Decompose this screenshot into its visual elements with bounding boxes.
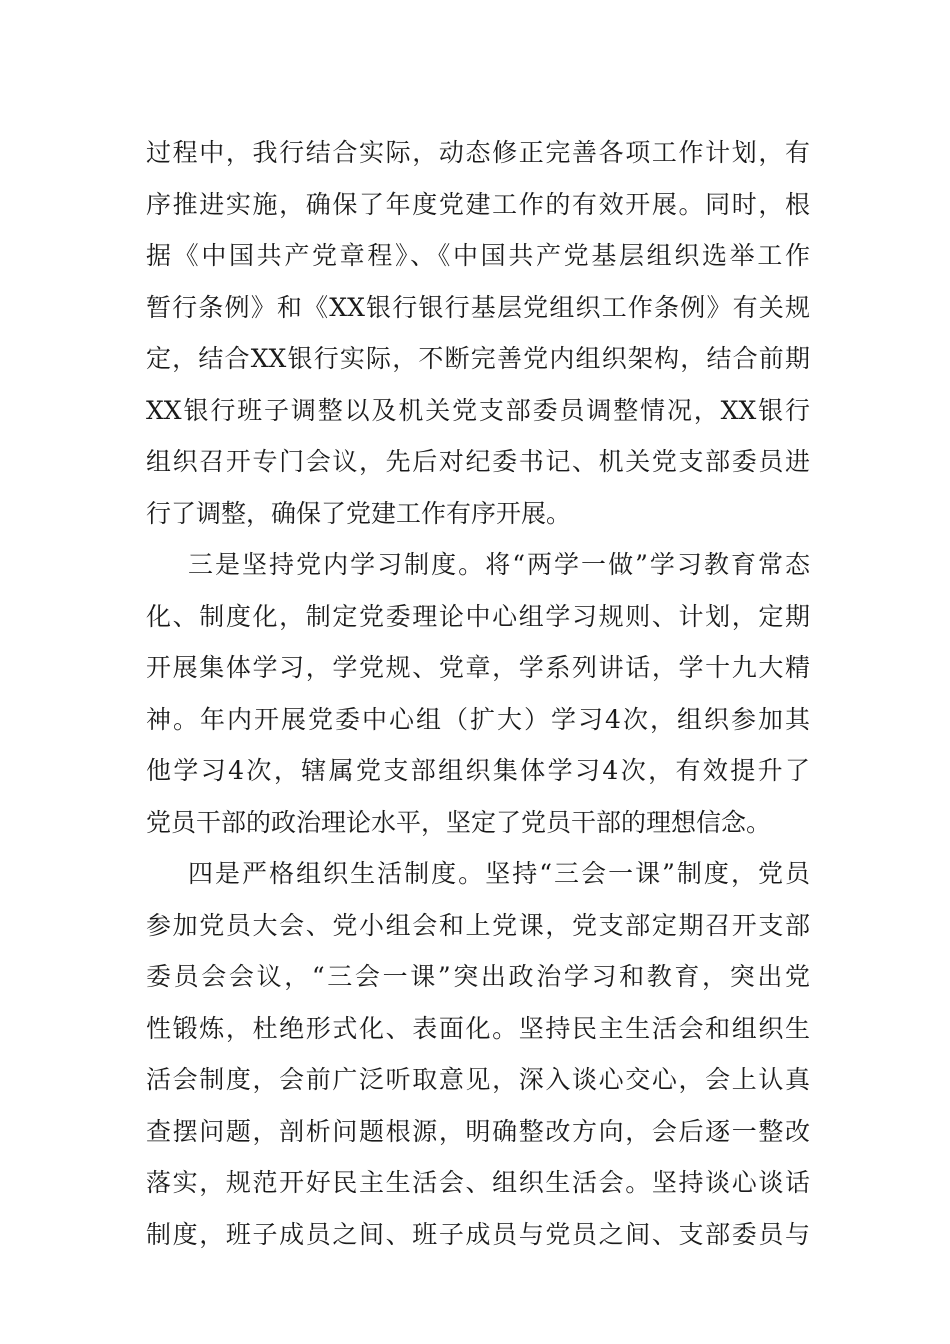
paragraph-line: 组织召开专门会议，先后对纪委书记、机关党支部委员进 xyxy=(146,447,810,476)
paragraph-line: 他学习4次，辖属党支部组织集体学习4次，有效提升了 xyxy=(146,756,810,785)
paragraph-line: 三是坚持党内学习制度。将“两学一做”学习教育常态 xyxy=(188,550,810,579)
paragraph-line: 暂行条例》和《XX银行银行基层党组织工作条例》有关规 xyxy=(146,292,810,322)
paragraph-line: 序推进实施，确保了年度党建工作的有效开展。同时，根 xyxy=(146,189,810,219)
paragraph-line: XX银行班子调整以及机关党支部委员调整情况，XX银行 xyxy=(146,395,810,425)
paragraph-line: 党员干部的政治理论水平，坚定了党员干部的理想信念。 xyxy=(146,807,772,837)
paragraph-line: 落实，规范开好民主生活会、组织生活会。坚持谈心谈话 xyxy=(146,1168,810,1197)
paragraph-line: 开展集体学习，学党规、党章，学系列讲话，学十九大精 xyxy=(146,653,810,682)
paragraph-line: 查摆问题，剖析问题根源，明确整改方向，会后逐一整改 xyxy=(146,1116,810,1146)
paragraph-line: 过程中，我行结合实际，动态修正完善各项工作计划，有 xyxy=(146,138,810,167)
document-body xyxy=(146,127,810,1260)
paragraph-line: 化、制度化，制定党委理论中心组学习规则、计划，定期 xyxy=(146,601,810,631)
paragraph-line: 四是严格组织生活制度。坚持“三会一课”制度，党员 xyxy=(188,859,810,888)
paragraph-line: 定，结合XX银行实际，不断完善党内组织架构，结合前期 xyxy=(146,344,810,373)
paragraph-line: 行了调整，确保了党建工作有序开展。 xyxy=(146,498,572,528)
paragraph-line: 性锻炼，杜绝形式化、表面化。坚持民主生活会和组织生 xyxy=(146,1013,810,1043)
paragraph-line: 委员会会议，“三会一课”突出政治学习和教育，突出党 xyxy=(146,962,810,991)
paragraph-line: 参加党员大会、党小组会和上党课，党支部定期召开支部 xyxy=(146,910,810,940)
paragraph-line: 据《中国共产党章程》、《中国共产党基层组织选举工作 xyxy=(146,241,810,270)
paragraph-line: 神。年内开展党委中心组（扩大）学习4次，组织参加其 xyxy=(146,704,810,734)
paragraph-line: 活会制度，会前广泛听取意见，深入谈心交心，会上认真 xyxy=(146,1065,810,1094)
paragraph-line: 制度，班子成员之间、班子成员与党员之间、支部委员与 xyxy=(146,1219,810,1249)
